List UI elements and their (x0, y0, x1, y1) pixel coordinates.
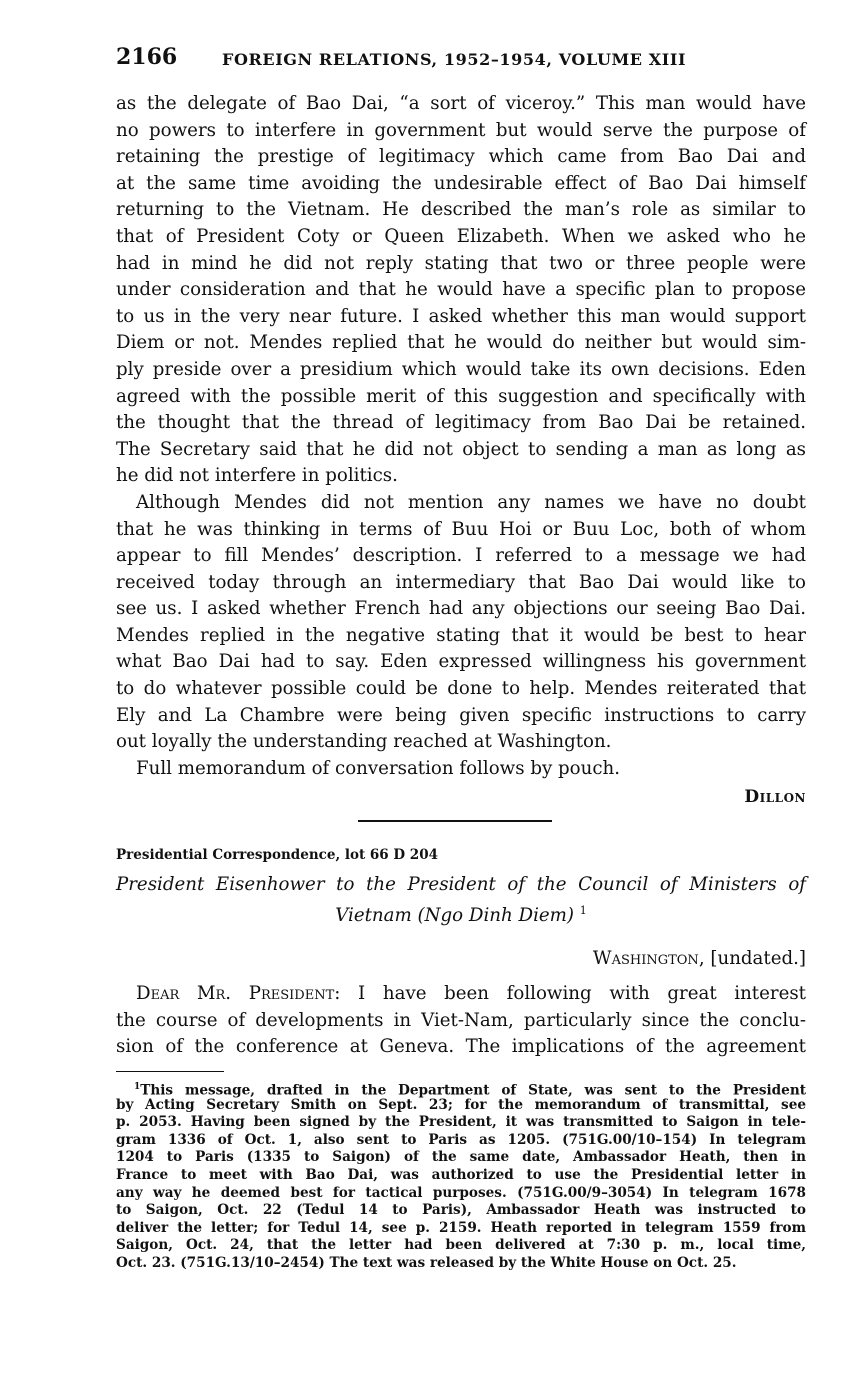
body-line: ply preside over a presidium which would take its own decisions. Eden (116, 358, 806, 380)
running-title: FOREIGN RELATIONS, 1952–1954, VOLUME XIII (222, 50, 687, 69)
body-line: under consideration and that he would have a specific plan to propose (116, 279, 806, 301)
body-line: agreed with the possible merit of this suggestion and specifically with (116, 385, 806, 407)
footnote-line: gram 1336 of Oct. 1, also sent to Paris as 1205. (751G.00/10–154) In telegram (116, 1131, 806, 1148)
footnote-reference: 1 (579, 904, 587, 917)
document-title-line-1: President Eisenhower to the President of the Council of Ministers of (116, 874, 806, 895)
body-line: that of President Coty or Queen Elizabeth. When we asked who he (116, 225, 806, 247)
document-title-line-2-text: Vietnam (Ngo Dinh Diem) (335, 905, 574, 927)
dateline: Washington, [undated.] (592, 948, 806, 969)
footnote-line: 1204 to Paris (1335 to Saigon) of the same date, Ambassador Heath, then in (116, 1149, 806, 1166)
footnote-first-line-text: This message, drafted in the Department of State, was sent to the President (140, 1082, 806, 1099)
dateline-date: [undated.] (710, 948, 806, 969)
footnote-line: to Saigon, Oct. 22 (Tedul 14 to Paris), Ambassador Heath was instructed to (116, 1202, 806, 1219)
footnote-line: by Acting Secretary Smith on Sept. 23; for the memorandum of transmittal, see (116, 1096, 806, 1113)
letter-body (116, 981, 806, 1061)
footnote-line: any way he deemed best for tactical purposes. (751G.00/9–3054) In telegram 1678 (116, 1184, 806, 1201)
body-line: Ely and La Chambre were being given specific instructions to carry (116, 704, 806, 726)
running-head (116, 44, 806, 76)
body-line: as the delegate of Bao Dai, “a sort of viceroy.” This man would have (116, 93, 806, 114)
document-title (116, 872, 806, 927)
body-line: received today through an intermediary that Bao Dai would like to (116, 571, 806, 593)
footnote (116, 1079, 806, 1273)
dateline-place: Washington (592, 948, 699, 969)
section-divider (358, 820, 552, 822)
body-line: had in mind he did not reply stating that two or three people were (116, 252, 806, 274)
body-line: to do whatever possible could be done to help. Mendes reiterated that (116, 678, 806, 700)
footnote-rule (116, 1071, 224, 1072)
footnote-line: p. 2053. Having been signed by the President, it was transmitted to Saigon in tele- (116, 1114, 806, 1131)
body-line: to us in the very near future. I asked whether this man would support (116, 305, 806, 327)
source-note: Presidential Correspondence, lot 66 D 204 (116, 847, 438, 863)
letter-line (116, 981, 806, 1008)
body-line: Full memorandum of conversation follows by pouch. (136, 757, 621, 779)
letter-first-line-text: I have been following with great interest (358, 983, 806, 1004)
body-line: at the same time avoiding the undesirable effect of Bao Dai himself (116, 172, 806, 194)
footnote-line (116, 1079, 806, 1097)
body-line: retaining the prestige of legitimacy which came from Bao Dai and (116, 146, 806, 168)
footnote-line: Oct. 23. (751G.13/10–2454) The text was released by the White House on Oct. 25. (116, 1254, 737, 1271)
body-line: Although Mendes did not mention any names we have no doubt (136, 491, 806, 513)
body-line: what Bao Dai had to say. Eden expressed willingness his government (116, 651, 806, 673)
footnote-line: deliver the letter; for Tedul 14, see p. 2159. Heath reported in telegram 1559 from (116, 1219, 806, 1236)
body-line: returning to the Vietnam. He described the man’s role as similar to (116, 199, 806, 221)
footnote-line: France to meet with Bao Dai, was authorized to use the Presidential letter in (116, 1166, 806, 1183)
letter-line: the course of developments in Viet-Nam, particularly since the conclu- (116, 1009, 806, 1031)
body-line: appear to fill Mendes’ description. I referred to a message we had (116, 545, 806, 567)
body-line: The Secretary said that he did not object to sending a man as long as (116, 438, 806, 460)
body-line: that he was thinking in terms of Buu Hoi or Buu Loc, both of whom (116, 518, 806, 540)
body-line: see us. I asked whether French had any objections our seeing Bao Dai. (116, 598, 806, 620)
body-line: he did not interfere in politics. (116, 465, 398, 487)
body-line: out loyally the understanding reached at Washington. (116, 731, 612, 753)
telegram-body (116, 91, 806, 782)
body-line: Diem or not. Mendes replied that he would do neither but would sim- (116, 332, 806, 354)
letter-line: sion of the conference at Geneva. The implications of the agreement (116, 1036, 806, 1058)
body-line: no powers to interfere in government but would serve the purpose of (116, 119, 806, 141)
signature (116, 787, 806, 807)
page-number: 2166 (116, 44, 178, 70)
body-line: Mendes replied in the negative stating that it would be best to hear (116, 624, 806, 646)
salutation: Dear Mr. President: (136, 983, 341, 1004)
document-title-line-2 (116, 898, 806, 927)
footnote-line: Saigon, Oct. 24, that the letter had been delivered at 7:30 p. m., local time, (116, 1237, 806, 1254)
footnote-marker: 1 (134, 1082, 141, 1092)
signature-text: Dillon (744, 787, 806, 807)
body-line: the thought that the thread of legitimacy from Bao Dai be retained. (116, 412, 806, 434)
